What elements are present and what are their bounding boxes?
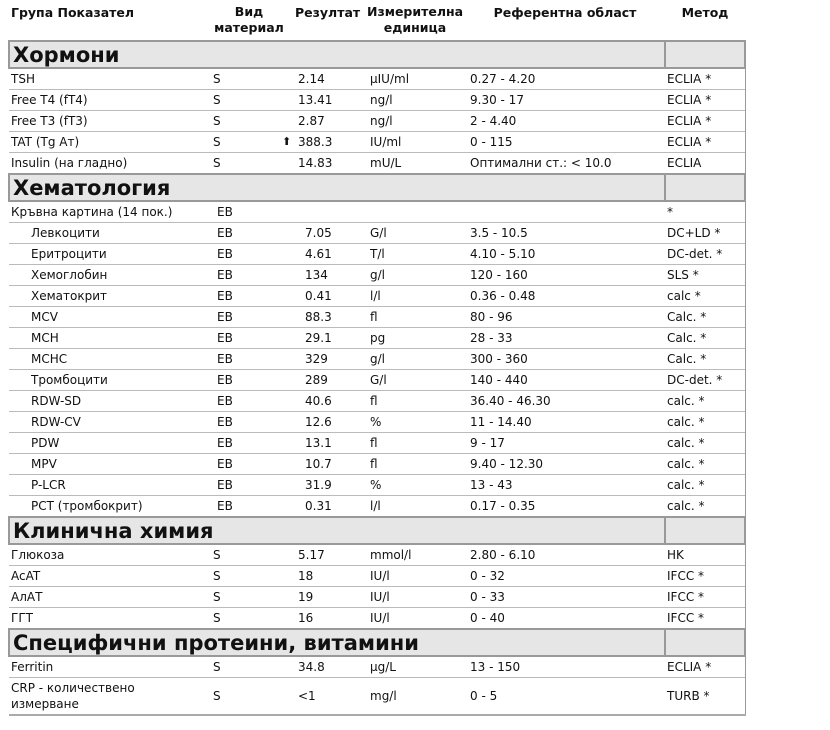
method: ECLIA * (665, 90, 745, 111)
reference-range: 0 - 33 (465, 587, 665, 608)
reference-range: 0 - 40 (465, 608, 665, 630)
result (293, 68, 365, 90)
section-title: Специфични протеини, витамини (9, 629, 665, 656)
method: IFCC * (665, 587, 745, 608)
material: S (205, 656, 293, 678)
test-name: Кръвна картина (14 пок.) (9, 201, 205, 223)
method: Calc. * (665, 349, 745, 370)
table-row (9, 90, 745, 111)
method: calc. * (665, 454, 745, 475)
result-value: 29.1 (305, 331, 332, 345)
header-row (9, 0, 745, 41)
unit: g/l (365, 265, 465, 286)
table-row (9, 496, 745, 518)
unit: % (365, 475, 465, 496)
result-value: 31.9 (305, 478, 332, 492)
material: S (205, 132, 293, 153)
material: EB (205, 433, 293, 454)
table-row (9, 454, 745, 475)
reference-range: 0.27 - 4.20 (465, 68, 665, 90)
unit: T/l (365, 244, 465, 265)
table-row (9, 307, 745, 328)
material: S (205, 587, 293, 608)
test-name: TSH (9, 68, 205, 90)
method: calc. * (665, 412, 745, 433)
result (293, 153, 365, 175)
test-name: PCT (тромбокрит) (9, 496, 205, 518)
method: calc. * (665, 475, 745, 496)
lab-results-table (8, 0, 746, 716)
unit: pg (365, 328, 465, 349)
material: EB (205, 244, 293, 265)
material: S (205, 153, 293, 175)
reference-range: 13 - 43 (465, 475, 665, 496)
test-name: AcAT (9, 566, 205, 587)
table-row (9, 412, 745, 433)
result-value: 18 (298, 569, 314, 583)
section-header (9, 629, 745, 656)
unit: ng/l (365, 111, 465, 132)
test-name: АлАТ (9, 587, 205, 608)
result (293, 111, 365, 132)
reference-range: 0.36 - 0.48 (465, 286, 665, 307)
method: calc. * (665, 496, 745, 518)
header-material: Вид материал (214, 4, 284, 35)
result-value: 4.61 (305, 247, 332, 261)
reference-range: 13 - 150 (465, 656, 665, 678)
table-row (9, 656, 745, 678)
unit: G/l (365, 223, 465, 244)
section-filler (665, 41, 745, 68)
test-name: MCHC (9, 349, 205, 370)
test-name: RDW-CV (9, 412, 205, 433)
result (293, 433, 365, 454)
method: calc. * (665, 391, 745, 412)
reference-range: 28 - 33 (465, 328, 665, 349)
result (293, 286, 365, 307)
result (293, 475, 365, 496)
unit: mmol/l (365, 544, 465, 566)
reference-range: 0 - 115 (465, 132, 665, 153)
result-value: 16 (298, 611, 314, 625)
unit: mg/l (365, 678, 465, 716)
result-value: 329 (305, 352, 328, 366)
unit: fl (365, 454, 465, 475)
reference-range: 4.10 - 5.10 (465, 244, 665, 265)
result (293, 496, 365, 518)
result (293, 544, 365, 566)
test-name: Free T3 (fT3) (9, 111, 205, 132)
method: TURB * (665, 678, 745, 716)
result (293, 587, 365, 608)
unit: % (365, 412, 465, 433)
table-row (9, 68, 745, 90)
material: EB (205, 328, 293, 349)
table-row (9, 244, 745, 265)
material: S (205, 111, 293, 132)
result-value: 19 (298, 590, 314, 604)
table-row (9, 132, 745, 153)
test-name: MCH (9, 328, 205, 349)
reference-range: 300 - 360 (465, 349, 665, 370)
material: EB (205, 454, 293, 475)
method: calc. * (665, 433, 745, 454)
result-value: 7.05 (305, 226, 332, 240)
material: EB (205, 412, 293, 433)
unit (365, 201, 465, 223)
table-row (9, 265, 745, 286)
test-name: Тромбоцити (9, 370, 205, 391)
unit: IU/l (365, 587, 465, 608)
table-row (9, 391, 745, 412)
test-name: RDW-SD (9, 391, 205, 412)
header-result: Резултат (295, 5, 361, 20)
unit: l/l (365, 286, 465, 307)
method: IFCC * (665, 608, 745, 630)
reference-range: Оптимални ст.: < 10.0 (465, 153, 665, 175)
test-name: Ferritin (9, 656, 205, 678)
test-name: Глюкоза (9, 544, 205, 566)
table-row (9, 544, 745, 566)
table-row (9, 587, 745, 608)
reference-range: 9.30 - 17 (465, 90, 665, 111)
material: EB (205, 370, 293, 391)
test-name: CRP - количествено измерване (9, 678, 205, 716)
table-row (9, 328, 745, 349)
method: DC-det. * (665, 370, 745, 391)
unit: ng/l (365, 90, 465, 111)
unit: fl (365, 391, 465, 412)
section-filler (665, 174, 745, 201)
result-value: 0.41 (305, 289, 332, 303)
result-value: 14.83 (298, 156, 333, 170)
method: Calc. * (665, 328, 745, 349)
result (293, 391, 365, 412)
result (282, 132, 365, 153)
header-method: Метод (681, 5, 729, 20)
result-value: 5.17 (298, 548, 325, 562)
result (293, 566, 365, 587)
result-value: 0.31 (305, 499, 332, 513)
method: ECLIA * (665, 132, 745, 153)
test-name: P-LCR (9, 475, 205, 496)
table-row (9, 370, 745, 391)
table-row (9, 475, 745, 496)
header-unit: Измерителна единица (367, 4, 464, 35)
reference-range: 9.40 - 12.30 (465, 454, 665, 475)
section-filler (665, 517, 745, 544)
material: S (205, 90, 293, 111)
unit: IU/l (365, 608, 465, 630)
result-value: 13.1 (305, 436, 332, 450)
method: ECLIA * (665, 111, 745, 132)
material: EB (205, 286, 293, 307)
table-row (9, 349, 745, 370)
material: EB (205, 475, 293, 496)
reference-range: 2 - 4.40 (465, 111, 665, 132)
table-row (9, 678, 745, 716)
result (293, 370, 365, 391)
reference-range (465, 201, 665, 223)
result-value: 13.41 (298, 93, 333, 107)
result (293, 678, 365, 716)
result-value: 40.6 (305, 394, 332, 408)
method: DC-det. * (665, 244, 745, 265)
result (293, 244, 365, 265)
test-name: MPV (9, 454, 205, 475)
test-name: ГГТ (9, 608, 205, 630)
material: S (205, 608, 293, 630)
section-title: Хормони (9, 41, 665, 68)
table-row (9, 111, 745, 132)
unit: l/l (365, 496, 465, 518)
material: S (205, 544, 293, 566)
material: EB (205, 496, 293, 518)
section-title: Хематология (9, 174, 665, 201)
result-value: 12.6 (305, 415, 332, 429)
method: ECLIA * (665, 68, 745, 90)
result-value: 2.87 (298, 114, 325, 128)
section-header (9, 41, 745, 68)
test-name: Free T4 (fT4) (9, 90, 205, 111)
reference-range: 3.5 - 10.5 (465, 223, 665, 244)
material: EB (205, 223, 293, 244)
reference-range: 120 - 160 (465, 265, 665, 286)
result-value: 134 (305, 268, 328, 282)
table-row (9, 433, 745, 454)
result-value: 388.3 (298, 135, 333, 149)
result-value: 289 (305, 373, 328, 387)
test-name: Хематокрит (9, 286, 205, 307)
material: EB (205, 349, 293, 370)
result (293, 90, 365, 111)
reference-range: 11 - 14.40 (465, 412, 665, 433)
reference-range: 0 - 5 (465, 678, 665, 716)
method: IFCC * (665, 566, 745, 587)
material: EB (205, 201, 293, 223)
result (293, 608, 365, 630)
result (293, 201, 365, 223)
unit: mU/L (365, 153, 465, 175)
test-name: Еритроцити (9, 244, 205, 265)
unit: IU/ml (365, 132, 465, 153)
result-value: 2.14 (298, 72, 325, 86)
section-filler (665, 629, 745, 656)
method: * (665, 201, 745, 223)
material: EB (205, 391, 293, 412)
section-title: Клинична химия (9, 517, 665, 544)
material: S (205, 678, 293, 716)
reference-range: 80 - 96 (465, 307, 665, 328)
reference-range: 140 - 440 (465, 370, 665, 391)
method: calc * (665, 286, 745, 307)
method: Calc. * (665, 307, 745, 328)
section-header (9, 174, 745, 201)
reference-range: 9 - 17 (465, 433, 665, 454)
unit: fl (365, 307, 465, 328)
unit: µg/L (365, 656, 465, 678)
unit: µIU/ml (365, 68, 465, 90)
table-row (9, 153, 745, 175)
reference-range: 2.80 - 6.10 (465, 544, 665, 566)
table-row (9, 608, 745, 630)
reference-range: 36.40 - 46.30 (465, 391, 665, 412)
result (293, 265, 365, 286)
test-name: TAT (Tg Ат) (9, 132, 205, 153)
test-name: Левкоцити (9, 223, 205, 244)
header-name: Група Показател (11, 5, 135, 20)
table-row (9, 566, 745, 587)
reference-range: 0 - 32 (465, 566, 665, 587)
high-arrow-icon: ⬆ (282, 135, 292, 148)
table-row (9, 223, 745, 244)
reference-range: 0.17 - 0.35 (465, 496, 665, 518)
result (293, 349, 365, 370)
unit: g/l (365, 349, 465, 370)
test-name: Хемоглобин (9, 265, 205, 286)
material: EB (205, 307, 293, 328)
test-name: MCV (9, 307, 205, 328)
method: ECLIA (665, 153, 745, 175)
method: ECLIA * (665, 656, 745, 678)
unit: G/l (365, 370, 465, 391)
test-name: PDW (9, 433, 205, 454)
header-ref: Референтна област (493, 5, 637, 20)
material: EB (205, 265, 293, 286)
method: DC+LD * (665, 223, 745, 244)
result-value: 10.7 (305, 457, 332, 471)
method: HK (665, 544, 745, 566)
result-value: <1 (298, 689, 316, 703)
method: SLS * (665, 265, 745, 286)
material: S (205, 68, 293, 90)
result-value: 34.8 (298, 660, 325, 674)
result (293, 223, 365, 244)
test-name: Insulin (на гладно) (9, 153, 205, 175)
result (293, 412, 365, 433)
table-row (9, 201, 745, 223)
result (293, 328, 365, 349)
result (293, 454, 365, 475)
result (293, 307, 365, 328)
result (293, 656, 365, 678)
result-value: 88.3 (305, 310, 332, 324)
unit: IU/l (365, 566, 465, 587)
material: S (205, 566, 293, 587)
section-header (9, 517, 745, 544)
unit: fl (365, 433, 465, 454)
table-row (9, 286, 745, 307)
